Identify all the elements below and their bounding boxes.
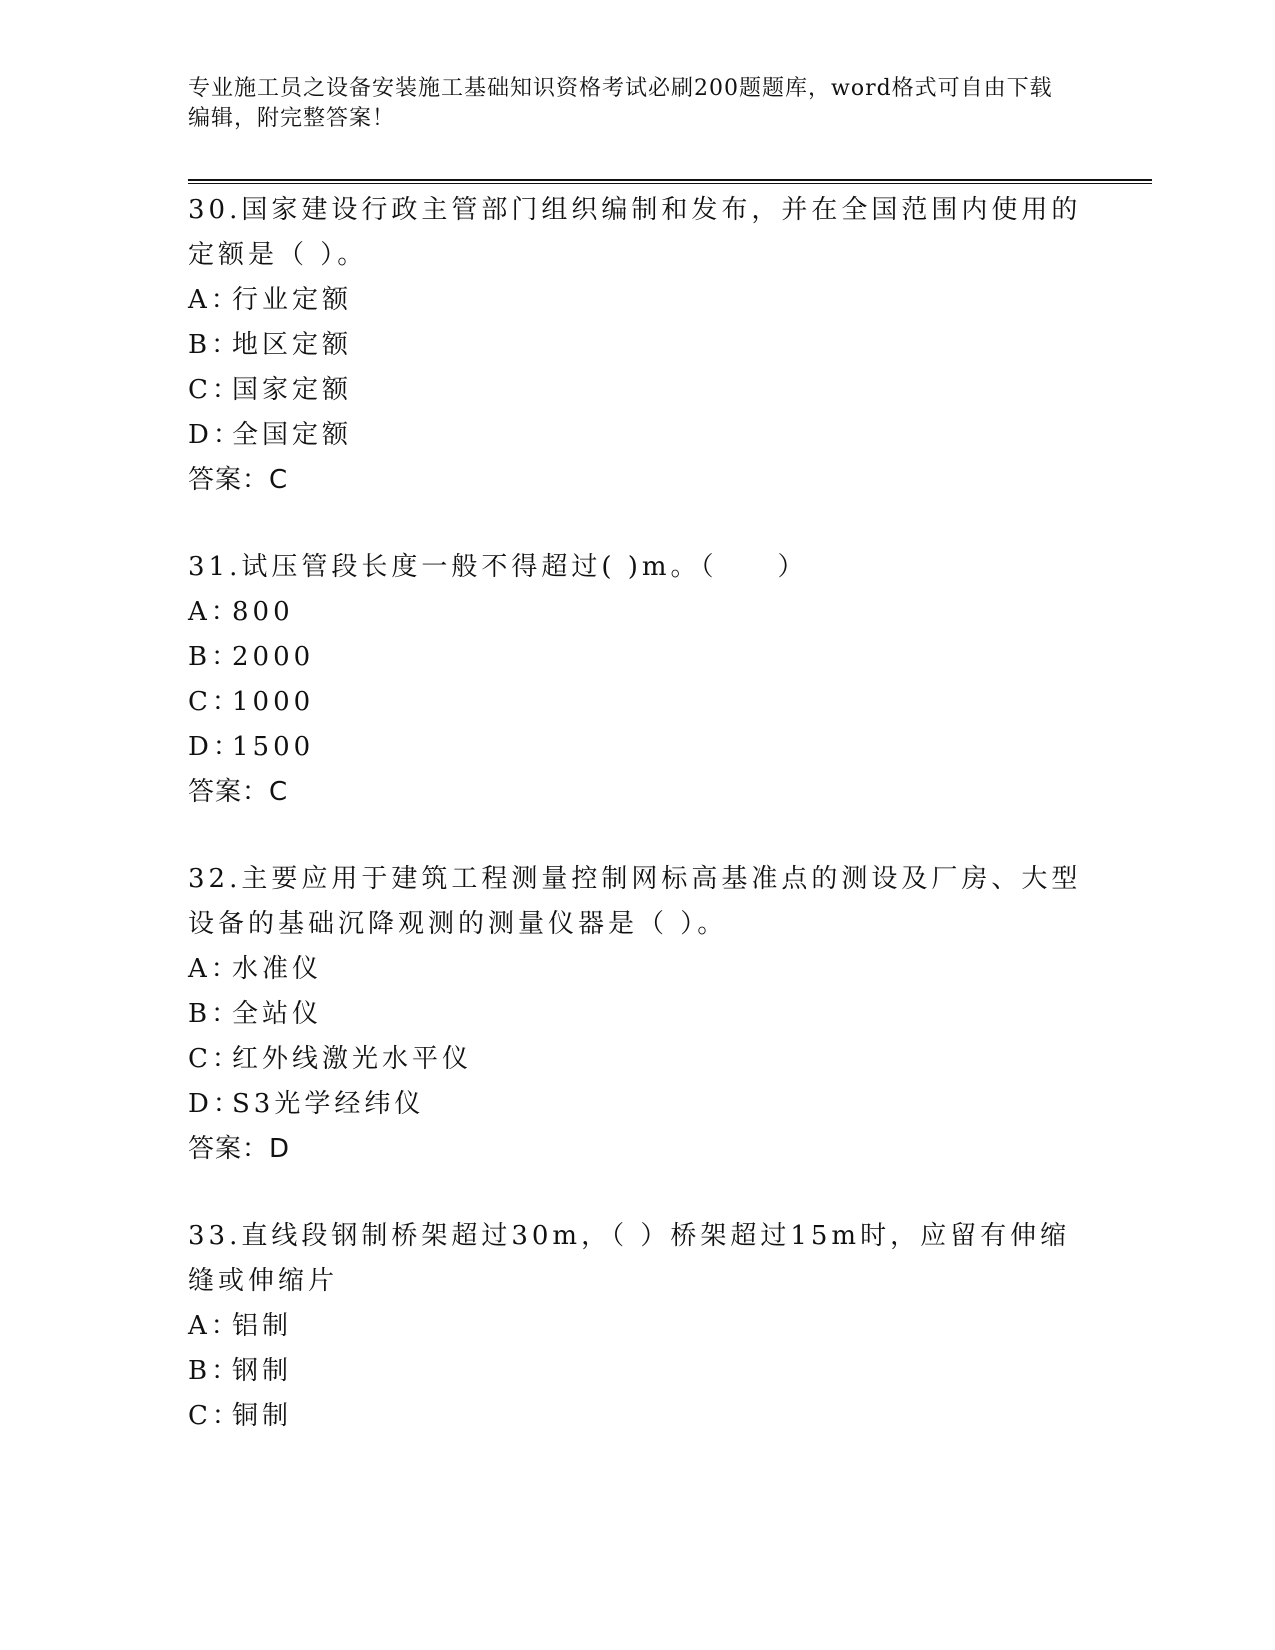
option-a (188, 278, 1088, 323)
question-30 (188, 188, 1088, 503)
question-text: 32.主要应用于建筑工程测量控制网标高基准点的测设及厂房、大型设备的基础沉降观测的测量仪器是（ ）。 (188, 864, 1082, 939)
option-text: S3光学经纬仪 (232, 1089, 425, 1119)
option-key: B： (188, 1356, 242, 1386)
option-key: A： (188, 597, 241, 627)
option-c (188, 1037, 1088, 1082)
question-31 (188, 545, 1088, 815)
answer-line: 答案：D (188, 1134, 291, 1164)
option-c (188, 1394, 1088, 1439)
option-text: 红外线激光水平仪 (232, 1044, 473, 1074)
option-b (188, 992, 1088, 1037)
option-key: B： (188, 330, 242, 360)
option-a (188, 1304, 1088, 1349)
option-c (188, 368, 1088, 413)
option-key: D： (188, 1089, 243, 1119)
question-32 (188, 857, 1088, 1172)
option-key: C： (188, 375, 242, 405)
header-divider-thick (188, 179, 1152, 181)
option-b (188, 323, 1088, 368)
question-text: 33.直线段钢制桥架超过30m，（ ）桥架超过15m时，应留有伸缩缝或伸缩片 (188, 1221, 1071, 1296)
option-text: 2000 (232, 642, 315, 672)
option-b (188, 635, 1088, 680)
option-text: 全站仪 (232, 999, 323, 1029)
option-d (188, 725, 1088, 770)
option-d (188, 1082, 1088, 1127)
header-divider-thin (188, 183, 1152, 184)
option-text: 铜制 (232, 1401, 293, 1431)
option-c (188, 680, 1088, 725)
question-list (188, 188, 1088, 1481)
option-text: 钢制 (232, 1356, 293, 1386)
option-key: D： (188, 420, 243, 450)
question-33 (188, 1214, 1088, 1439)
answer-line: 答案：C (188, 465, 289, 495)
question-text: 30.国家建设行政主管部门组织编制和发布，并在全国范围内使用的定额是（ ）。 (188, 195, 1082, 270)
option-key: C： (188, 687, 242, 717)
option-key: A： (188, 285, 241, 315)
option-text: 行业定额 (232, 285, 353, 315)
document-header: 专业施工员之设备安装施工基础知识资格考试必刷200题题库，word格式可自由下载编辑，附完整答案！ (188, 76, 1053, 131)
option-b (188, 1349, 1088, 1394)
option-text: 水准仪 (232, 954, 323, 984)
answer-line: 答案：C (188, 777, 289, 807)
option-text: 1000 (232, 687, 315, 717)
option-text: 国家定额 (232, 375, 353, 405)
option-key: C： (188, 1044, 242, 1074)
option-a (188, 947, 1088, 992)
option-text: 全国定额 (232, 420, 353, 450)
option-text: 铝制 (232, 1311, 293, 1341)
option-text: 地区定额 (232, 330, 353, 360)
option-d (188, 413, 1088, 458)
option-key: A： (188, 954, 241, 984)
option-key: D： (188, 732, 243, 762)
option-key: A： (188, 1311, 241, 1341)
option-key: B： (188, 999, 242, 1029)
option-a (188, 590, 1088, 635)
option-text: 800 (232, 597, 294, 627)
option-text: 1500 (232, 732, 315, 762)
option-key: C： (188, 1401, 242, 1431)
question-text: 31.试压管段长度一般不得超过( )m。（ ） (188, 552, 808, 582)
option-key: B： (188, 642, 242, 672)
